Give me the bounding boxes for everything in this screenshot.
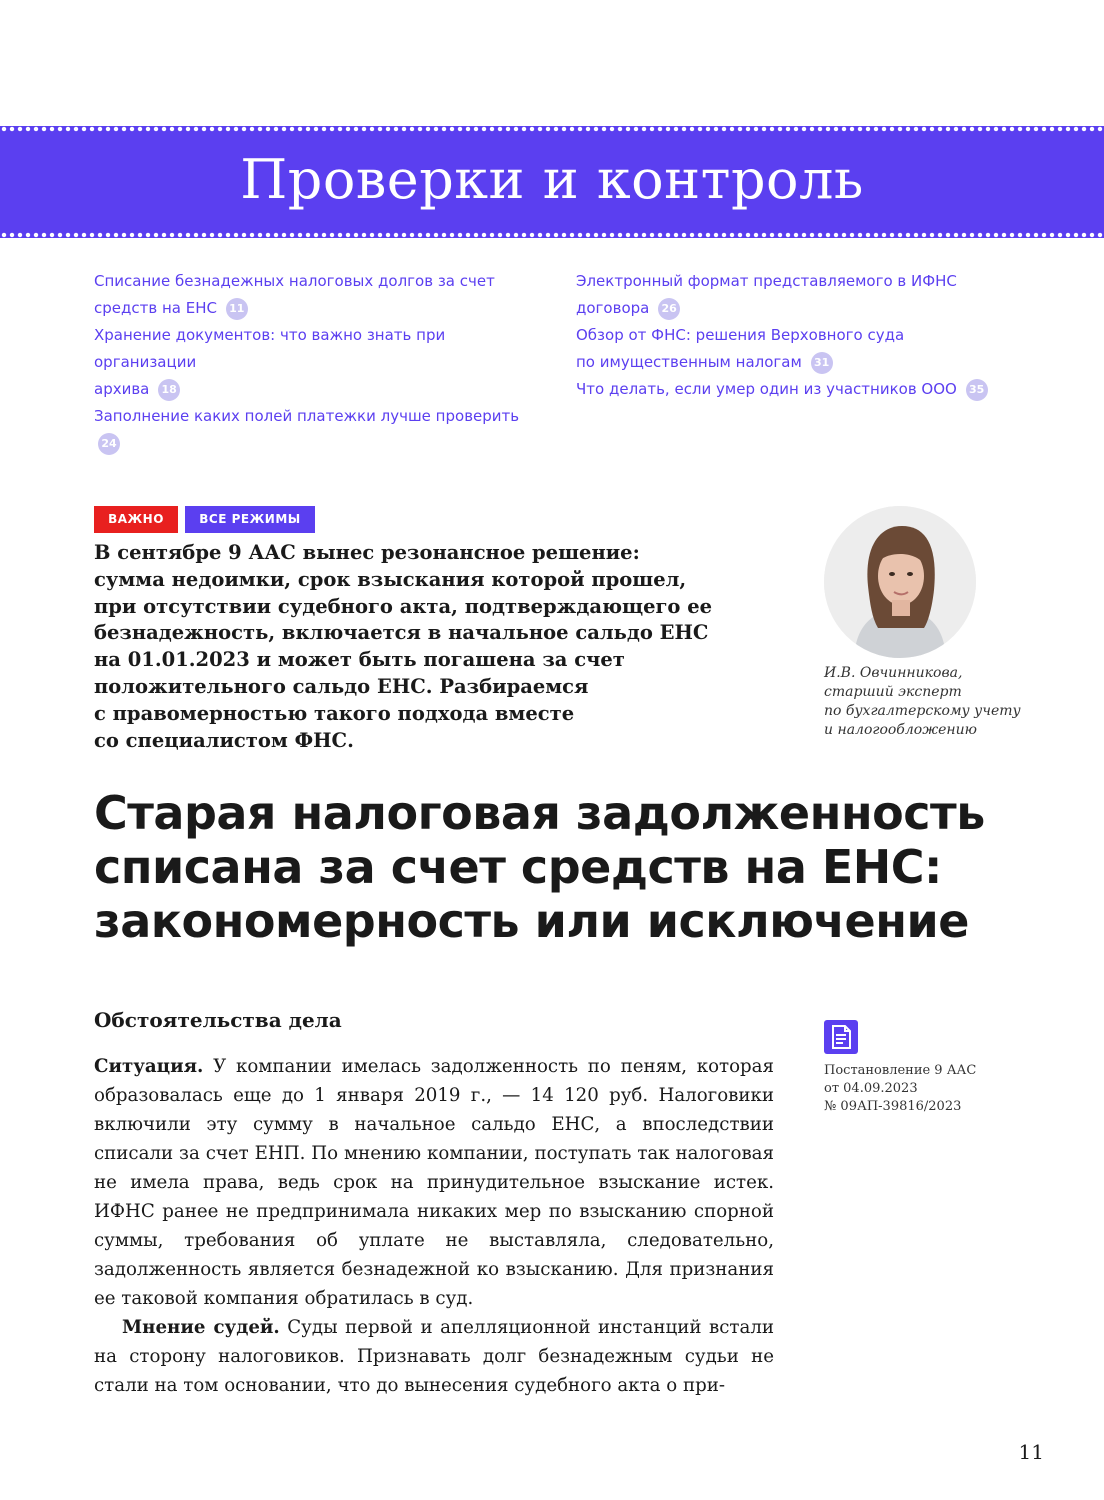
toc-entry-text[interactable]: Хранение документов: что важно знать при организации <box>94 326 446 371</box>
title-line: Старая налоговая задолженность <box>94 786 985 840</box>
section-title: Проверки и контроль <box>240 148 864 211</box>
lead-line: со специалистом ФНС. <box>94 728 354 752</box>
section-banner <box>0 126 1104 238</box>
toc-entry[interactable] <box>94 322 534 403</box>
article-lead <box>94 540 774 754</box>
lead-line: на 01.01.2023 и может быть погашена за счет <box>94 648 625 672</box>
paragraph <box>94 1052 774 1313</box>
lead-line: при отсутствии судебного акта, подтверждающего ее <box>94 594 713 618</box>
lead-line: безнадежность, включается в начальное сальдо ЕНС <box>94 621 709 645</box>
toc-page-badge[interactable]: 24 <box>98 433 120 455</box>
toc-page-badge[interactable]: 26 <box>658 298 680 320</box>
section-subheading: Обстоятельства дела <box>94 1008 342 1032</box>
lead-line: положительного сальдо ЕНС. Разбираемся <box>94 674 589 698</box>
author-photo <box>824 506 976 658</box>
toc-entry-text[interactable]: Заполнение каких полей платежки лучше проверить <box>94 407 520 425</box>
lead-line: сумма недоимки, срок взыскания которой прошел, <box>94 567 687 591</box>
paragraph-text: У компании имелась задолженность по пеням, которая образовалась еще до 1 января 2019 г., — 14 120 руб. Налоговики включили эту сумму в начальное сальдо ЕНС, а впоследствии списали за счет ЕНП. По мнению компании, поступать так налоговая не имела права, ведь срок на принудительное взыскание истек. ИФНС ранее не предпринимала никаких мер по взысканию спорной суммы, требования об уплате не выставляла, следовательно, задолженность является безнадежной ко взысканию. Для признания ее таковой компания обратилась в суд. <box>94 1056 774 1309</box>
reference-line: Постановление 9 ААС <box>824 1063 977 1078</box>
toc-entry-text[interactable]: архива <box>94 380 150 398</box>
table-of-contents-right <box>576 268 996 403</box>
author-position: старший эксперт <box>824 684 962 700</box>
all-modes-tag: ВСЕ РЕЖИМЫ <box>185 506 315 533</box>
author-position: по бухгалтерскому учету <box>824 703 1021 719</box>
lead-line: В сентябре 9 ААС вынес резонансное решение: <box>94 541 640 564</box>
document-icon <box>824 1020 858 1054</box>
toc-entry[interactable] <box>576 376 996 403</box>
reference-line: № 09АП-39816/2023 <box>824 1099 962 1114</box>
toc-entry[interactable] <box>94 268 534 322</box>
author-portrait-icon <box>824 506 976 658</box>
toc-entry-text[interactable]: Списание безнадежных налоговых долгов за счет <box>94 272 495 290</box>
toc-page-badge[interactable]: 11 <box>226 298 248 320</box>
toc-entry-text[interactable]: по имущественным налогам <box>576 353 802 371</box>
toc-entry[interactable] <box>94 403 534 457</box>
toc-entry-text[interactable]: Электронный формат представляемого в ИФНС <box>576 272 957 290</box>
toc-entry[interactable] <box>576 268 996 322</box>
table-of-contents-left <box>94 268 534 457</box>
court-reference <box>824 1062 1054 1116</box>
reference-line: от 04.09.2023 <box>824 1081 918 1096</box>
paragraph-lead: Мнение судей. <box>122 1317 280 1338</box>
paragraph-lead: Ситуация. <box>94 1056 204 1077</box>
toc-page-badge[interactable]: 31 <box>811 352 833 374</box>
title-line: списана за счет средств на ЕНС: <box>94 840 942 894</box>
toc-page-badge[interactable]: 35 <box>966 379 988 401</box>
article-title <box>94 786 1054 948</box>
toc-page-badge[interactable]: 18 <box>158 379 180 401</box>
title-line: закономерность или исключение <box>94 894 969 948</box>
toc-entry-text[interactable]: Обзор от ФНС: решения Верховного суда <box>576 326 905 344</box>
article-body <box>94 1052 774 1400</box>
toc-entry-text[interactable]: Что делать, если умер один из участников ООО <box>576 380 957 398</box>
author-name: И.В. Овчинникова, <box>824 665 963 681</box>
lead-line: с правомерностью такого подхода вместе <box>94 701 575 725</box>
toc-entry-text[interactable]: договора <box>576 299 650 317</box>
author-caption <box>824 664 1054 740</box>
important-tag: ВАЖНО <box>94 506 178 533</box>
paragraph <box>94 1313 774 1400</box>
toc-entry[interactable] <box>576 322 996 376</box>
paragraph-text: Суды первой и апелляционной инстанций встали на сторону налоговиков. Признавать долг безнадежным судьи не стали на том основании, что до вынесения судебного акта о при- <box>94 1317 774 1396</box>
toc-entry-text[interactable]: средств на ЕНС <box>94 299 217 317</box>
page-number: 11 <box>1018 1440 1044 1464</box>
author-position: и налогообложению <box>824 722 977 738</box>
